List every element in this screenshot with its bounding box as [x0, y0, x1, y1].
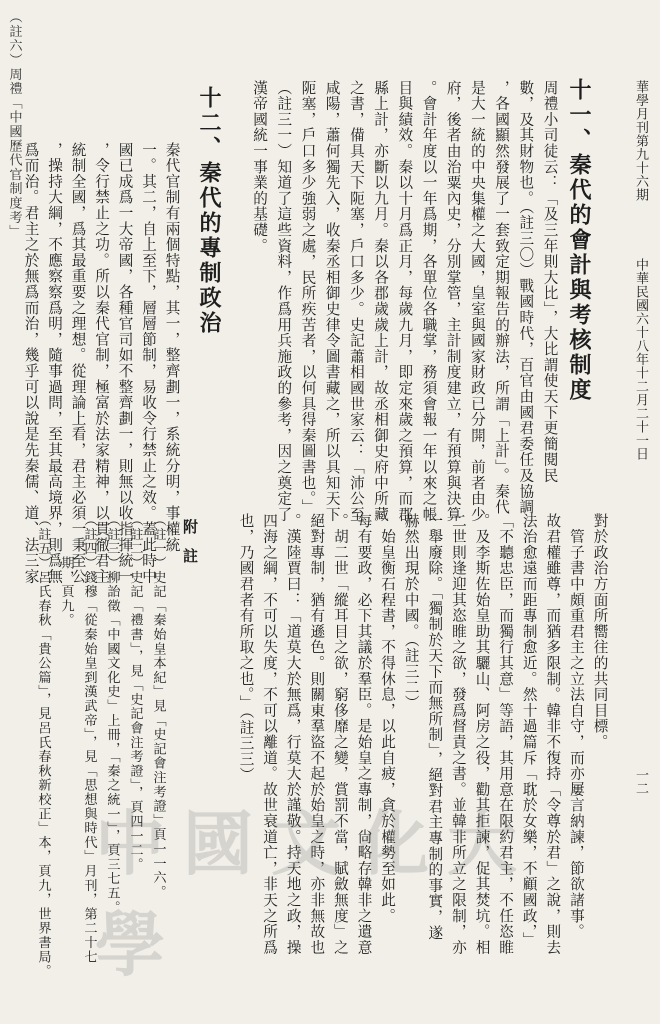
- right-page-line: 始皇衡石程書，不得休息，以此自疲，貪於權勢至如此。: [379, 513, 397, 924]
- right-page-line: 一舉廢除。「獨制於天下而無所制」，絕對君主專制的事實，遂: [426, 513, 444, 941]
- section-11-heading: 十一、秦代的會計與考核制度: [566, 78, 592, 403]
- right-page-line: 每有要政，必下其議於羣臣。是始皇之專制，尙略存韓非之遺意: [355, 513, 373, 956]
- right-page-line: 對於政治方面所嚮往的共同目標。: [591, 513, 609, 750]
- note-item: （註五）呂氏春秋「貴公篇」，見呂氏春秋新校正」本，頁九，世界書局。: [35, 513, 51, 979]
- note-item: 期，頁九。: [58, 513, 74, 628]
- section-12-line: 國已成爲一大帝國，各種官司如不整齊劃一，則無以收指揮統一: [116, 142, 134, 585]
- note-item: （註一）史記「秦始皇本紀」見「史記會注考證」頁一一六。: [150, 513, 166, 900]
- section-11-line: 周禮小司徒云：「及三年則大比」，大比謂使天下更簡閱民: [541, 80, 559, 484]
- section-12-line: ，操持大綱，不應察察爲明，隨事過問，至其最高境界，則爲無: [46, 142, 63, 585]
- section-11-line: 阨塞，戶口多少強弱之處，民所疾苦者，以何具得秦圖書也。」: [299, 80, 317, 516]
- right-page-line: 。胡二世「縱耳目之欲，窮侈靡之變，賞罰不當，賦斂無度」之: [331, 513, 349, 956]
- journal-title: 華學月刊第九十六期: [633, 80, 648, 202]
- section-11-line: 是大一統的中央集權之大國，皇室與國家財政已分開，前者由少: [468, 80, 486, 523]
- right-page-line: 管子書中頗重君主之立法自守，而亦屢言納諫，節欲諸事。: [567, 513, 585, 940]
- bottom-half: [0, 505, 620, 1024]
- section-11-line: 府，後者由治粟內史，分別掌管，主計制度建立，有預算與決算: [444, 80, 462, 523]
- note-item: （註三）柳詒徵「中國文化史」上冊，「秦之統一」，頁三七五。: [104, 513, 120, 915]
- section-12-heading: 十二、秦代的專制政治: [196, 86, 222, 336]
- watermark: 中國文化大學: [95, 802, 535, 986]
- section-11-line: 數，及其財物也。（註三〇）戰國時代，百官由國君委任及協調: [517, 80, 535, 516]
- section-11-line: 。會計年度以一年爲期，各單位各職掌，務須會報一年以來之帳: [420, 80, 438, 523]
- right-page-line: 絕對專制，猶有遜色。則關東羣盜不起於始皇之時，亦非無故也: [308, 513, 326, 956]
- section-12-line: 統制全國，爲其最重要之理想。從理論上看，君主必須一秉至公: [69, 142, 87, 585]
- right-page-line: 故君權雖尊，而猶多限制。韓非不復持「令尊於君」之說，則去: [544, 513, 562, 956]
- edge-footnote: （註六）周禮「中國歷代官制度考」: [6, 10, 22, 239]
- section-11-line: ，各國顯然發展了一套致定期報告的辦法，所謂「上計」。秦代: [493, 80, 511, 516]
- section-11-line: （註三一）知道了這些資料，作爲用兵施政的參考，因之奠定了: [275, 80, 293, 523]
- page-number: 一二: [633, 768, 648, 795]
- section-11-line: 漢帝國統一事業的基礎。: [251, 80, 269, 254]
- section-11-line: 目與績效。秦以十月爲正月，每歲九月，即定來歲之預算，而郡: [396, 80, 414, 523]
- right-page-line: 法治愈遠而距專制愈近。然十過篇斥「耽於女樂，不顧國政，」: [520, 513, 538, 949]
- section-12-line: ，令行禁止之功。所以秦代官制，極富於法家精神，以貫徹君主: [93, 142, 110, 585]
- right-page-line: 赫然出現於中國。（註三二）: [402, 513, 420, 712]
- right-page-line: 。及李斯佐始皇助其驪山、阿房之役，勸其拒諫，促其焚坑。相: [473, 513, 491, 956]
- section-11-line: 縣上計，亦斷以九月。秦以各郡歲歲上計，故丞相御史府中所藏: [372, 80, 390, 523]
- section-11-line: 之書，備具天下阨塞，戶口多少。史記蕭相國世家云：「沛公至: [347, 80, 365, 523]
- right-page-line: 也，乃國君者有所取之也。」（註三三）: [237, 513, 255, 783]
- note-item: （註四）錢穆「從秦始皇到漢武帝」，見「思想與時代」月刊，第二十七: [81, 513, 97, 964]
- section-12-line: 一。其二，自上至下，層層節制，易收令行禁止之效。蓋此時中: [140, 142, 157, 585]
- section-12-line: 爲而治。君主之於無爲而治，幾乎可以說是先秦儒、道、法三家: [22, 142, 40, 585]
- section-12-line: 秦代官制有兩個特點，其一，整齊劃一，系統分明，事權統: [163, 142, 181, 553]
- note-item: （註二）史記「禮書」，見「史記會注考證」，頁四一二。: [127, 513, 143, 872]
- right-page-line: 「不聽忠臣，而獨行其意」等語，其用意在限約君主，不任恣睢: [497, 513, 515, 956]
- publication-date: 中華民國六十八年十二月二十一日: [633, 258, 648, 461]
- right-page-line: 四海之綱，不可以失度，不可以離道。故世衰道亡，非天之所爲: [261, 513, 279, 956]
- notes-heading: 附註: [181, 519, 199, 577]
- section-11-line: 咸陽，蕭何獨先入，收秦丞相御史律令圖書藏之，所以具知天下: [323, 80, 341, 523]
- right-page-line: 二世則逢迎其恣睢之欲，發爲督責之書。並韓非所立之限制，亦: [449, 513, 467, 956]
- right-page-line: 。漢陸賈曰：「道莫大於無爲，行莫大於謹敬。持天地之政，操: [284, 513, 302, 956]
